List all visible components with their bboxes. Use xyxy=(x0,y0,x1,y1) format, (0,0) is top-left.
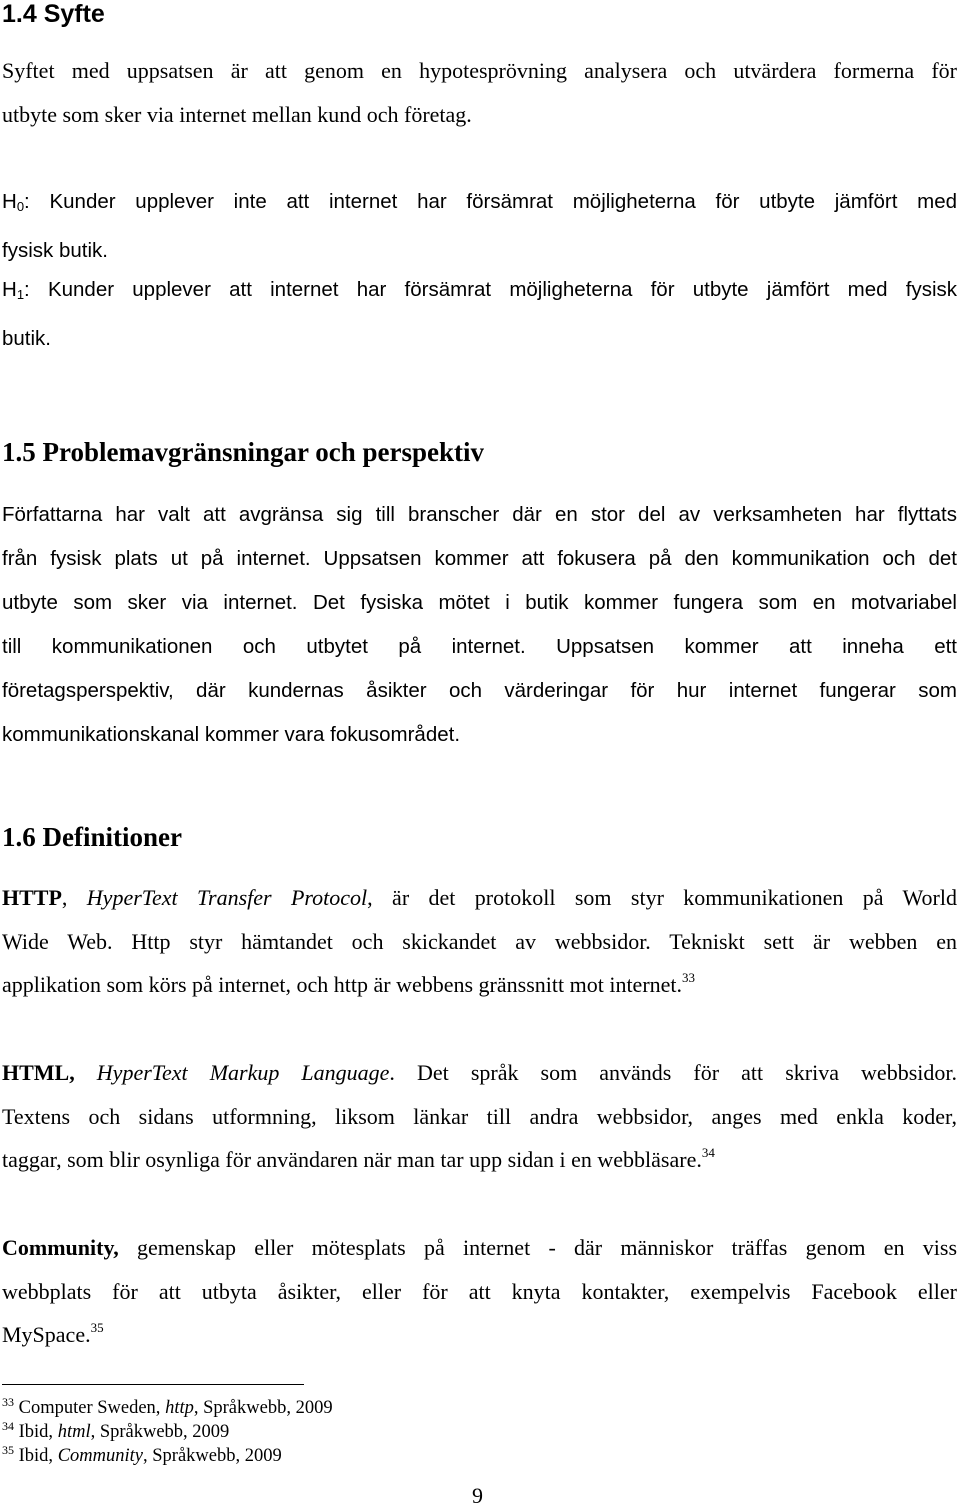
footnotes xyxy=(2,1396,333,1468)
text-line xyxy=(2,1138,957,1182)
footnote-text: , Språkwebb, 2009 xyxy=(193,1398,333,1418)
text-line: till kommunikationen och utbytet på internet. Uppsatsen kommer att inneha ett xyxy=(2,635,957,658)
text-line: från fysisk plats ut på internet. Uppsatsen kommer att fokusera på den kommunikation och det xyxy=(2,547,957,570)
text-line xyxy=(2,876,957,920)
page-number: 9 xyxy=(472,1483,483,1508)
text-line xyxy=(2,1051,957,1095)
definition-text: . Det språk som används för att skriva webbsidor. xyxy=(389,1060,957,1085)
footnote-divider xyxy=(2,1384,304,1385)
text-line: fysisk butik. xyxy=(2,239,108,262)
definition-fullname: HyperText Markup Language xyxy=(96,1060,390,1085)
hypothesis-subscript: 0 xyxy=(16,199,25,214)
text-line: Författarna har valt att avgränsa sig till branscher där en stor del av verksamheten har flyttats xyxy=(2,503,957,526)
hypothesis-subscript: 1 xyxy=(16,287,25,302)
definition-term: HTTP xyxy=(2,885,62,910)
footnote-item xyxy=(2,1396,333,1420)
paragraph-syfte xyxy=(2,49,957,137)
text-line: företagsperspektiv, där kundernas åsikter och värderingar för hur internet fungerar som xyxy=(2,679,957,702)
footnote-italic: Community xyxy=(57,1446,143,1466)
definition-html xyxy=(2,1051,957,1182)
text-line: utbyte som sker via internet. Det fysiska mötet i butik kommer fungera som en motvariabel xyxy=(2,591,957,614)
hypothesis-h0 xyxy=(2,180,957,273)
footnote-text: Computer Sweden, xyxy=(14,1398,166,1418)
text-line xyxy=(2,963,957,1007)
footnote-item xyxy=(2,1444,333,1468)
footnote-text: Ibid, xyxy=(14,1422,58,1442)
text-line xyxy=(2,180,957,229)
text-line: Syftet med uppsatsen är att genom en hypotesprövning analysera och utvärdera formerna för xyxy=(2,58,957,83)
paragraph-problemavgransningar xyxy=(2,493,957,757)
footnote-text: , Språkwebb, 2009 xyxy=(90,1422,230,1442)
section-heading-definitioner: 1.6 Definitioner xyxy=(2,822,182,852)
definition-term: HTML, xyxy=(2,1060,97,1085)
definition-text: MySpace. xyxy=(2,1322,91,1347)
footnote-ref[interactable]: 35 xyxy=(90,1320,104,1335)
definition-text: gemenskap eller mötesplats på internet - där människor träffas genom en viss xyxy=(118,1235,957,1260)
section-heading-problemavgransningar: 1.5 Problemavgränsningar och perspektiv xyxy=(2,437,485,467)
text-line: Wide Web. Http styr hämtandet och skickandet av webbsidor. Tekniskt sett är webben en xyxy=(2,928,957,954)
section-heading-syfte: 1.4 Syfte xyxy=(2,0,105,28)
definition-separator: , xyxy=(61,885,87,910)
footnote-italic: html xyxy=(57,1422,91,1442)
hypothesis-symbol: H xyxy=(2,278,17,301)
definition-text: taggar, som blir osynliga för användaren när man tar upp sidan i en webbläsare. xyxy=(2,1147,702,1172)
footnote-ref[interactable]: 34 xyxy=(701,1145,715,1160)
hypothesis-h1 xyxy=(2,268,957,361)
text-line xyxy=(2,268,957,317)
text-line: kommunikationskanal kommer vara fokusområdet. xyxy=(2,723,461,746)
hypothesis-symbol: H xyxy=(2,190,17,213)
definition-fullname: HyperText Transfer Protocol xyxy=(86,885,368,910)
text-line xyxy=(2,1226,957,1270)
text-line: Textens och sidans utformning, liksom länkar till andra webbsidor, anges med enkla koder, xyxy=(2,1103,957,1129)
footnote-item xyxy=(2,1420,333,1444)
text-line: utbyte som sker via internet mellan kund och företag. xyxy=(2,102,472,127)
definition-text: , är det protokoll som styr kommunikationen på World xyxy=(367,885,957,910)
hypothesis-text: : Kunder upplever inte att internet har försämrat möjligheterna för utbyte jämfört med xyxy=(24,190,957,213)
footnote-number: 34 xyxy=(2,1419,14,1433)
definition-term: Community, xyxy=(2,1235,119,1260)
hypothesis-text: : Kunder upplever att internet har försämrat möjligheterna för utbyte jämfört med fysisk xyxy=(24,278,957,301)
footnote-number: 33 xyxy=(2,1395,14,1409)
footnote-text: , Språkwebb, 2009 xyxy=(143,1446,282,1466)
footnote-text: Ibid, xyxy=(14,1446,58,1466)
footnote-italic: http xyxy=(165,1398,194,1418)
document-page xyxy=(2,0,957,1507)
text-line xyxy=(2,1313,957,1357)
text-line: webbplats för att utbyta åsikter, eller för att knyta kontakter, exempelvis Facebook eller xyxy=(2,1278,957,1304)
definition-http xyxy=(2,876,957,1007)
definition-community xyxy=(2,1226,957,1357)
footnote-ref[interactable]: 33 xyxy=(682,970,696,985)
footnote-number: 35 xyxy=(2,1443,14,1457)
definition-text: applikation som körs på internet, och http är webbens gränssnitt mot internet. xyxy=(2,972,683,997)
text-line: butik. xyxy=(2,327,51,350)
